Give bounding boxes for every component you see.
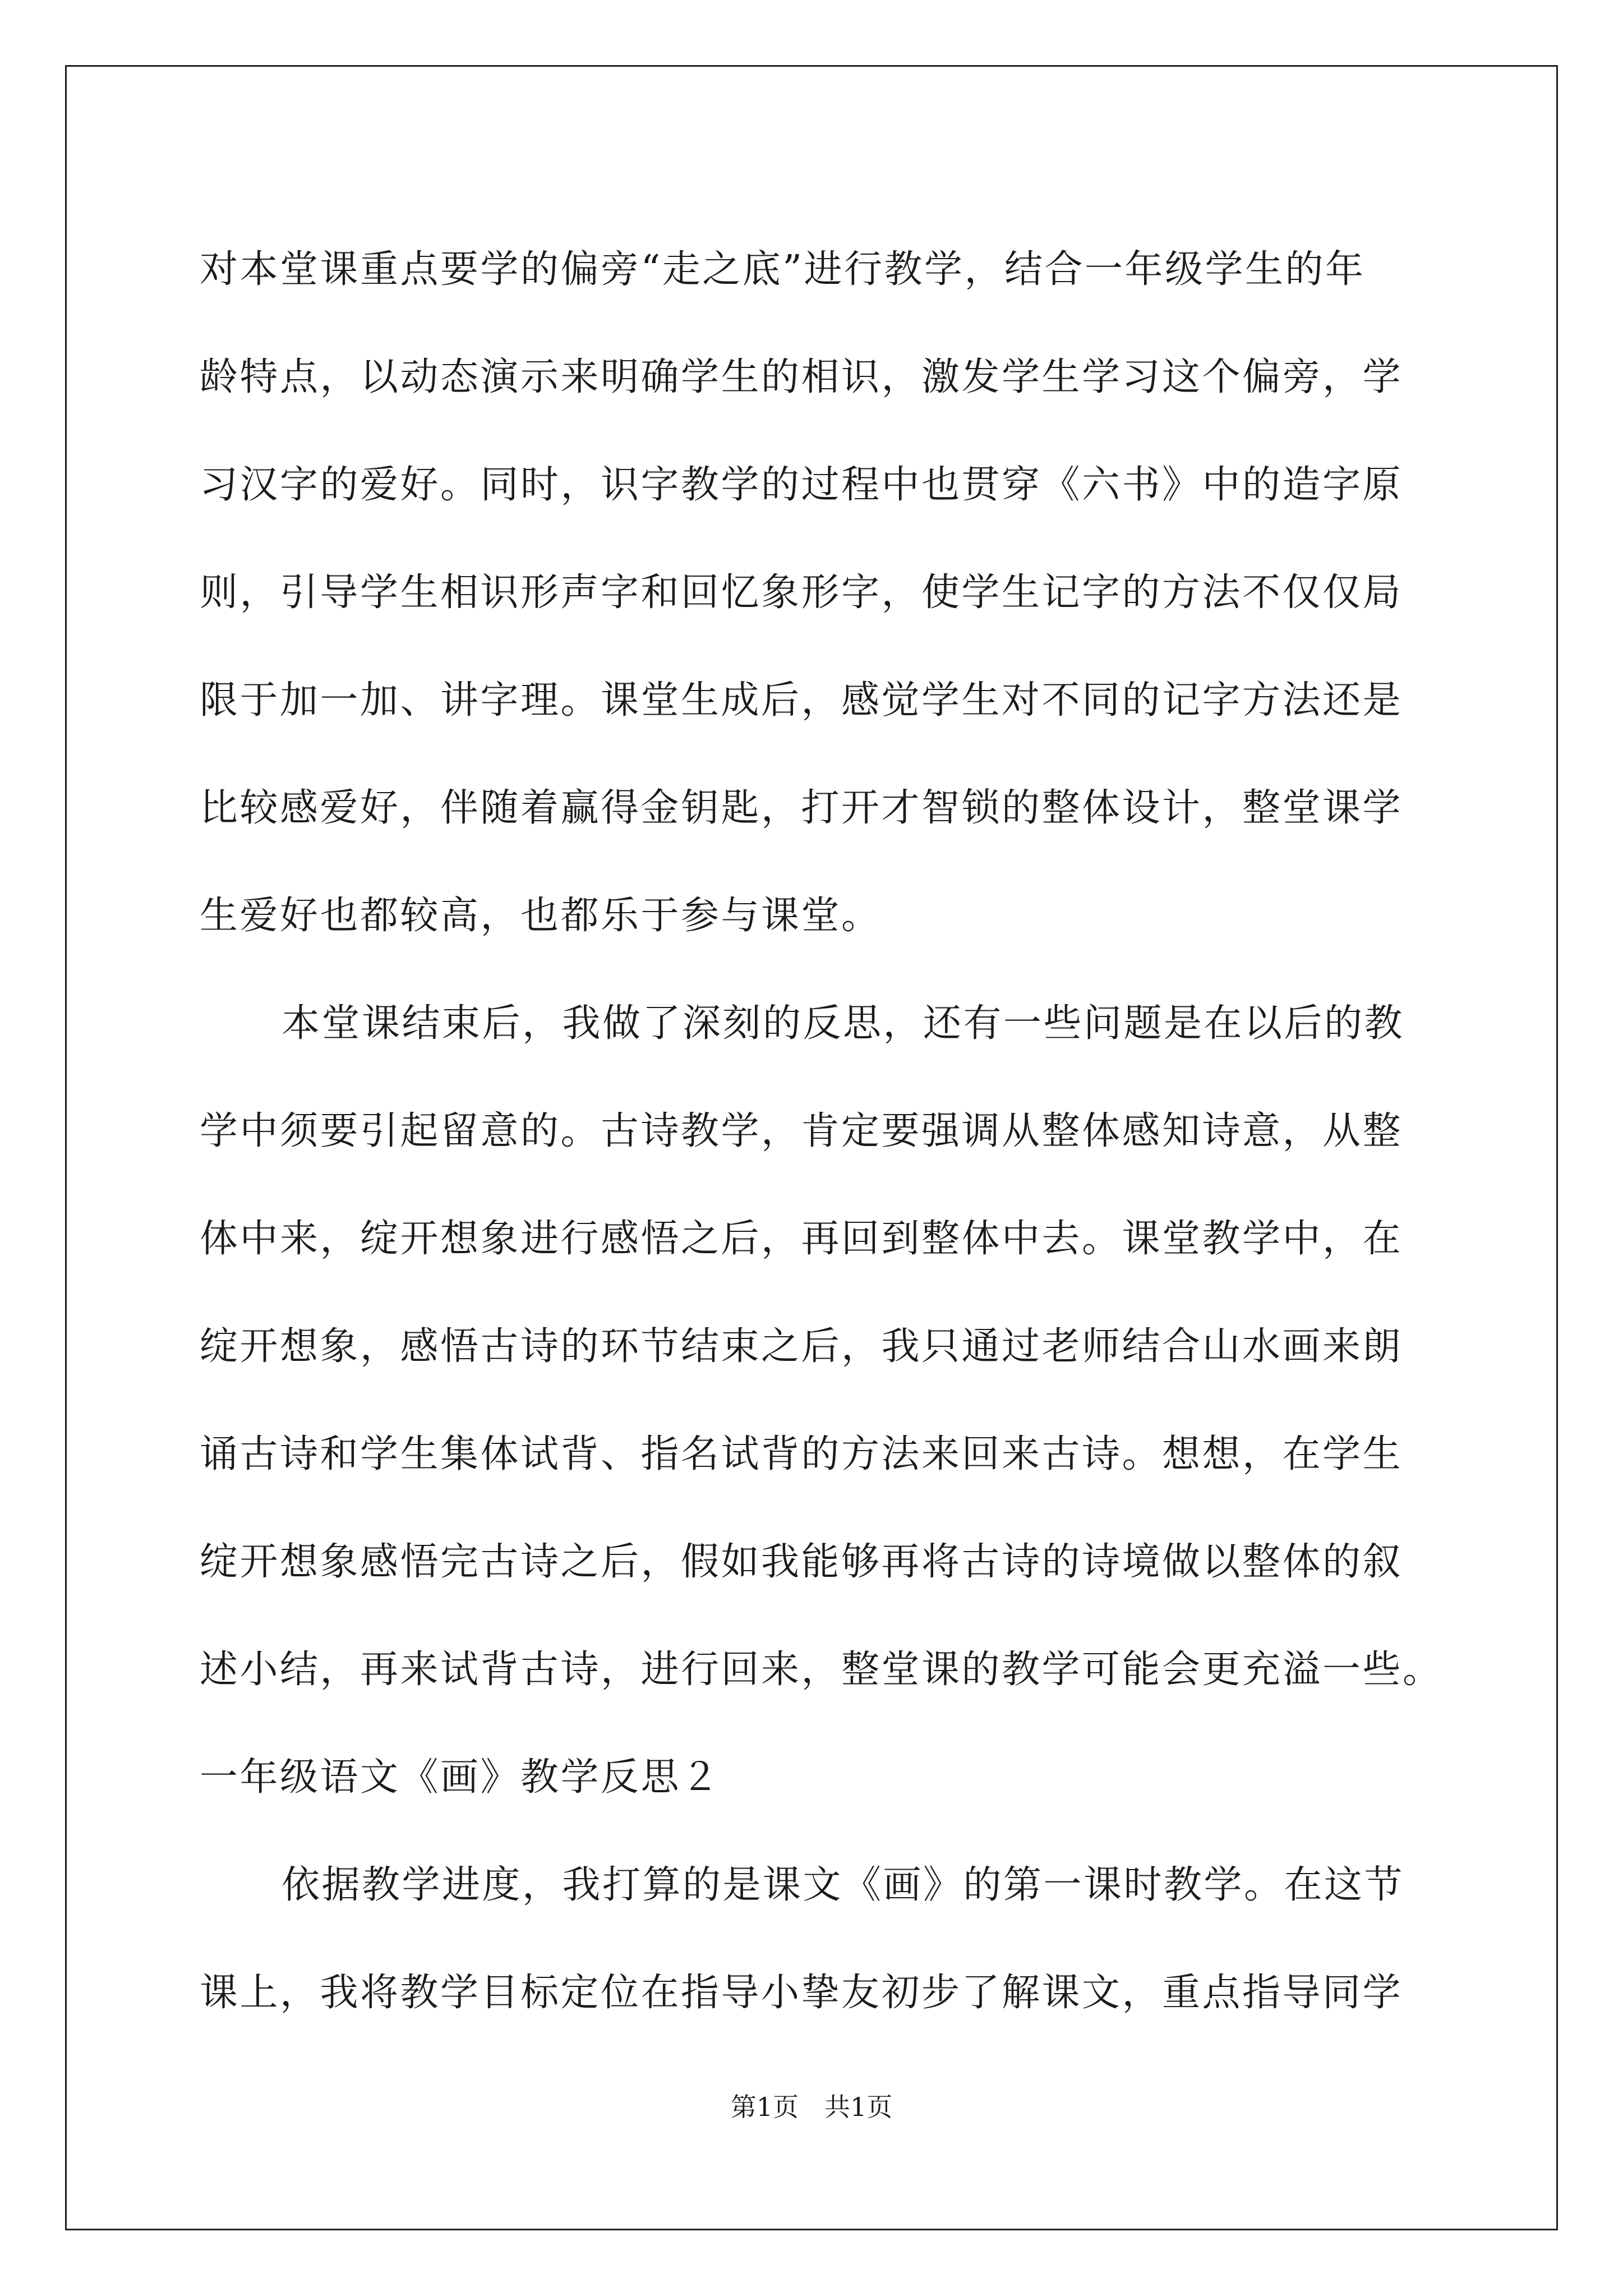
text-line: 绽开想象，感悟古诗的环节结束之后，我只通过老师结合山水画来朗 xyxy=(200,1324,1403,1369)
text-line: 学中须要引起留意的。古诗教学，肯定要强调从整体感知诗意，从整 xyxy=(200,1109,1403,1153)
text-line: 比较感爱好，伴随着赢得金钥匙，打开才智锁的整体设计，整堂课学 xyxy=(200,786,1403,830)
text-line: 则，引导学生相识形声字和回忆象形字，使学生记字的方法不仅仅局 xyxy=(200,570,1403,615)
text-line: 生爱好也都较高，也都乐于参与课堂。 xyxy=(200,894,882,938)
text-line: 习汉字的爱好。同时，识字教学的过程中也贯穿《六书》中的造字原 xyxy=(200,463,1403,507)
section-heading: 一年级语文《画》教学反思２ xyxy=(200,1755,721,1800)
text-line: 绽开想象感悟完古诗之后，假如我能够再将古诗的诗境做以整体的叙 xyxy=(200,1540,1403,1584)
document-body xyxy=(200,216,1443,2047)
text-line: 体中来，绽开想象进行感悟之后，再回到整体中去。课堂教学中，在 xyxy=(200,1217,1403,1261)
paragraph-start-line: 依据教学进度，我打算的是课文《画》的第一课时教学。在这节 xyxy=(282,1863,1405,1907)
page-number: 第1页 共1页 xyxy=(730,2092,893,2122)
text-line: 龄特点，以动态演示来明确学生的相识，激发学生学习这个偏旁，学 xyxy=(200,355,1403,399)
text-line: 诵古诗和学生集体试背、指名试背的方法来回来古诗。想想，在学生 xyxy=(200,1432,1403,1476)
paragraph-start-line: 本堂课结束后，我做了深刻的反思，还有一些问题是在以后的教 xyxy=(282,1001,1405,1046)
text-line: 课上，我将教学目标定位在指导小挚友初步了解课文，重点指导同学 xyxy=(200,1971,1403,2015)
text-line: 述小结，再来试背古诗，进行回来，整堂课的教学可能会更充溢一些。 xyxy=(200,1648,1443,1692)
text-line: 限于加一加、讲字理。课堂生成后，感觉学生对不同的记字方法还是 xyxy=(200,678,1403,723)
text-line: 对本堂课重点要学的偏旁“走之底”进行教学，结合一年级学生的年 xyxy=(200,247,1366,292)
